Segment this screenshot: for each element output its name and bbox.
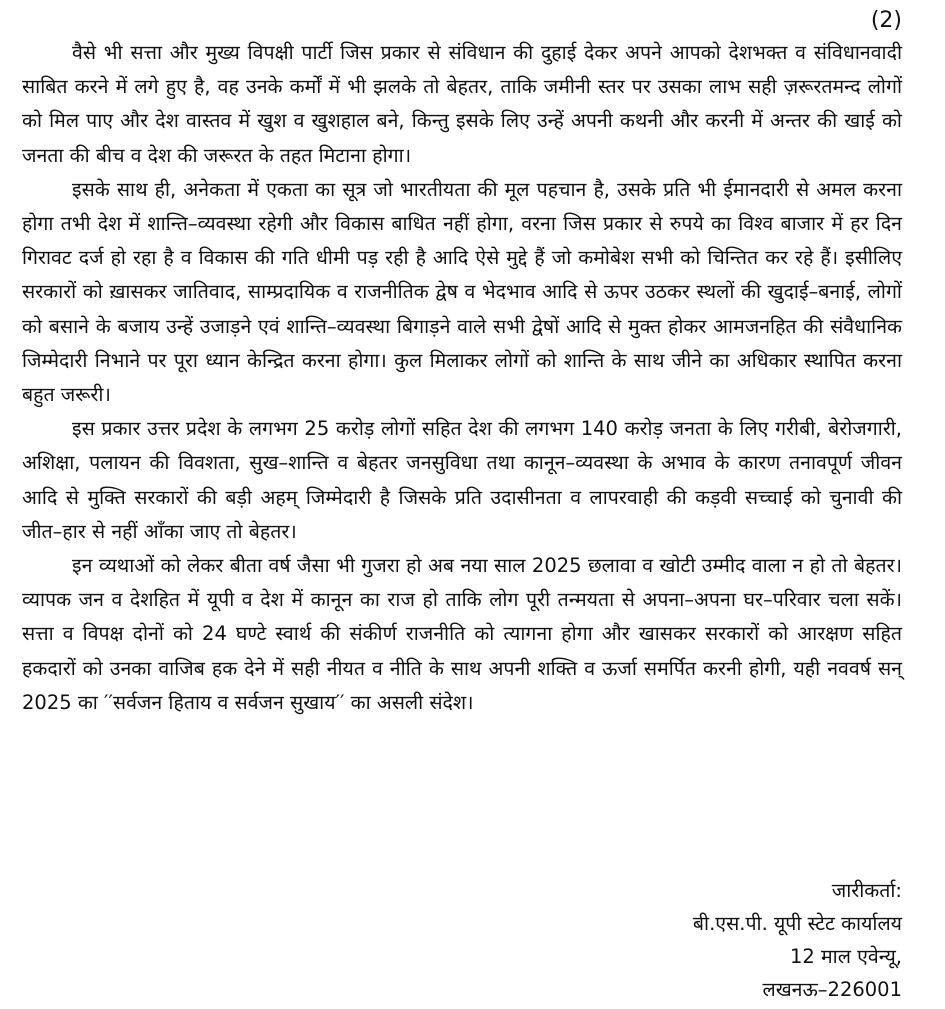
issuer-label: जारीकर्ता: xyxy=(831,879,902,902)
page-number: (2) xyxy=(870,8,902,33)
body-text xyxy=(22,36,902,720)
paragraph-1: वैसे भी सत्ता और मुख्य विपक्षी पार्टी जिस प्रकार से संविधान की दुहाई देकर अपने आपको देशभक्त व संविधानवादी साबित करने में लगे हुए है, वह उनके कर्मों में भी झलके तो बेहतर, ताकि जमीनी स्तर पर उसका लाभ सही ज़रूरतमन्द लोगों को मिल पाए और देश वास्तव में खुश व खुशहाल बने, किन्तु इसके लिए उन्हें अपनी कथनी और करनी में अन्तर की खाई को जनता की बीच व देश की जरूरत के तहत मिटाना होगा। xyxy=(22,41,902,167)
document-page xyxy=(22,6,902,1006)
paragraph-2: इसके साथ ही, अनेकता में एकता का सूत्र जो भारतीयता की मूल पहचान है, उसके प्रति भी ईमानदारी से अमल करना होगा तभी देश में शान्ति–व्यवस्था रहेगी और विकास बाधित नहीं होगा, वरना जिस प्रकार से रुपये का विश्व बाजार में हर दिन गिरावट दर्ज हो रहा है व विकास की गति धीमी पड़ रही है आदि ऐसे मुद्दे हैं जो कमोबेश सभी को चिन्तित कर रहे हैं। इसीलिए सरकारों को ख़ासकर जातिवाद, साम्प्रदायिक व राजनीतिक द्वेष व भेदभाव आदि से ऊपर उठकर स्थलों की खुदाई–बनाई, लोगों को बसाने के बजाय उन्हें उजाड़ने एवं शान्ति–व्यवस्था बिगाड़ने वाले सभी द्वेषों आदि से मुक्त होकर आमजनहित की संवैधानिक जिम्मेदारी निभाने पर पूरा ध्यान केन्द्रित करना होगा। कुल मिलाकर लोगों को शान्ति के साथ जीने का अधिकार स्थापित करना बहुत जरूरी। xyxy=(22,177,902,407)
issuer-office: बी.एस.पी. यूपी स्टेट कार्यालय xyxy=(692,912,902,935)
issuer-city: लखनऊ–226001 xyxy=(762,978,902,1001)
paragraph-3: इस प्रकार उत्तर प्रदेश के लगभग 25 करोड़ लोगों सहित देश की लगभग 140 करोड़ जनता के लिए गरीबी, बेरोजगारी, अशिक्षा, पलायन की विवशता, सुख–शान्ति व बेहतर जनसुविधा तथा कानून–व्यवस्था के अभाव के कारण तनावपूर्ण जीवन आदि से मुक्ति सरकारों की बड़ी अहम् जिम्मेदारी है जिसके प्रति उदासीनता व लापरवाही की कड़वी सच्चाई को चुनावी की जीत–हार से नहीं आँका जाए तो बेहतर। xyxy=(22,417,902,543)
paragraph-4: इन व्यथाओं को लेकर बीता वर्ष जैसा भी गुजरा हो अब नया साल 2025 छलावा व खोटी उम्मीद वाला न हो तो बेहतर। व्यापक जन व देशहित में यूपी व देश में कानून का राज हो ताकि लोग पूरी तन्मयता से अपना–अपना घर–परिवार चला सकें। सत्ता व विपक्ष दोनों को 24 घण्टे स्वार्थ की संकीर्ण राजनीति को त्यागना होगा और खासकर सरकारों को आरक्षण सहित हकदारों को उनका वाजिब हक देने में सही नीयत व नीति के साथ अपनी शक्ति व ऊर्जा समर्पित करनी होगी, यही नववर्ष सन् 2025 का ′′सर्वजन हिताय व सर्वजन सुखाय′′ का असली संदेश। xyxy=(22,554,902,714)
issuer-block xyxy=(693,874,902,1006)
issuer-address: 12 माल एवेन्यू, xyxy=(789,945,902,968)
